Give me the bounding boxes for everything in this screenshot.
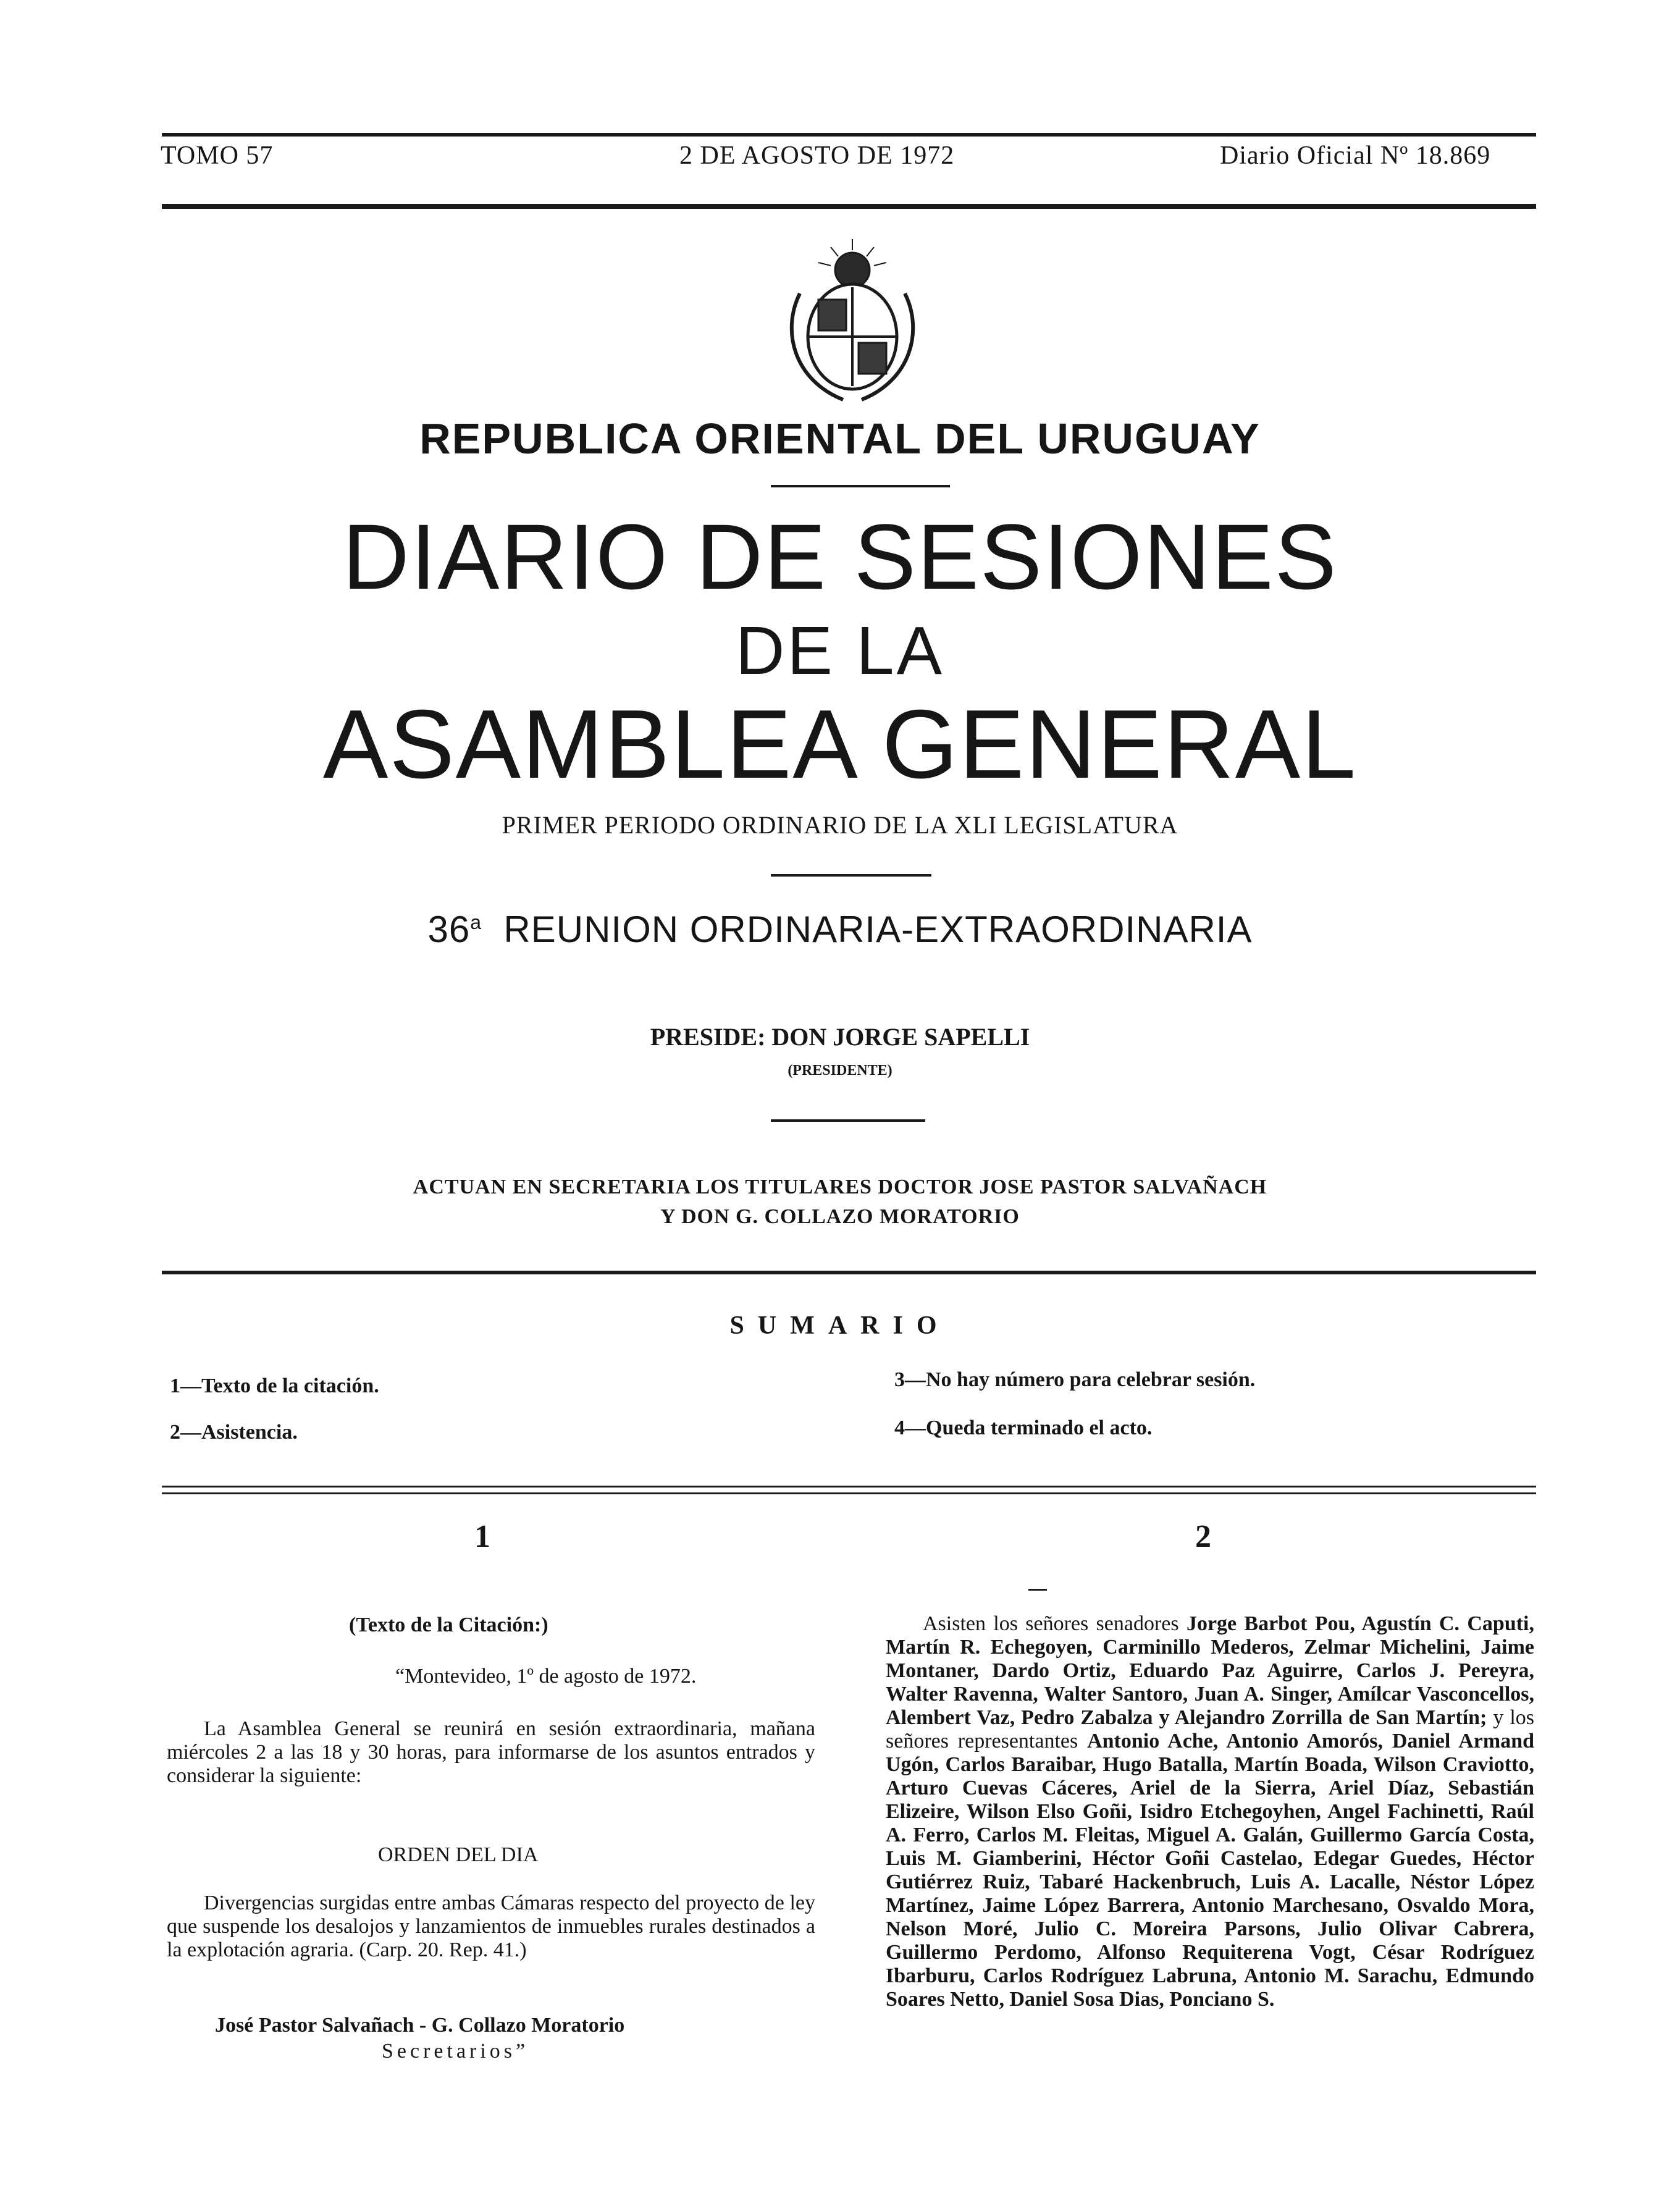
section-number-2: 2 xyxy=(1195,1519,1211,1554)
citation-dateline: “Montevideo, 1º de agosto de 1972. xyxy=(395,1665,697,1688)
coat-of-arms-icon xyxy=(781,238,923,405)
orden-paragraph: Divergencias surgidas entre ambas Cámaras respecto del proyecto de ley que suspende los desalojos y lanzamientos de inmuebles rurales destinados a la explotación agraria. (Carp. 20. Rep. 41.) xyxy=(167,1891,815,1961)
sumario-bottom-rule-2 xyxy=(162,1492,1536,1494)
attendance-senators: Jorge Barbot Pou, Agustín C. Caputi, Martín R. Echegoyen, Carminillo Mederos, Zelmar Michelini, Jaime Montaner, Dardo Ortiz, Eduardo Paz Aguirre, Carlos J. Pereyra, Walter Ravenna, Walter Santoro, Juan A. Singer, Amílcar Vasconcellos, Alembert Vaz, Pedro Zabalza y Alejandro Zorrilla de San Martín; xyxy=(886,1612,1535,1729)
attendance-middle: y los señores representantes xyxy=(886,1706,1535,1753)
title-divider-1 xyxy=(771,485,950,487)
citation-subtitle: (Texto de la Citación:) xyxy=(349,1614,548,1636)
sumario-item-4: 4—Queda terminado el acto. xyxy=(894,1416,1153,1439)
title-divider-2 xyxy=(771,874,931,877)
citation-signers: José Pastor Salvañach - G. Collazo Moratorio xyxy=(215,2014,625,2037)
secretaries-line xyxy=(0,1172,1680,1232)
diario-number: Diario Oficial Nº 18.869 xyxy=(1220,141,1491,170)
legislature-period: PRIMER PERIODO ORDINARIO DE LA XLI LEGISLATURA xyxy=(502,811,1178,839)
attendance-paragraph xyxy=(886,1612,1534,2011)
preside-line: PRESIDE: DON JORGE SAPELLI xyxy=(650,1023,1030,1051)
reunion-title xyxy=(0,908,1680,951)
title-divider-3 xyxy=(771,1119,925,1122)
header-bottom-rule xyxy=(162,204,1536,209)
diario-title: DIARIO DE SESIONES xyxy=(342,505,1338,608)
orden-del-dia-heading: ORDEN DEL DIA xyxy=(378,1843,539,1866)
section-number-1: 1 xyxy=(474,1519,490,1554)
attendance-intro: Asisten los señores senadores xyxy=(923,1612,1179,1635)
asamblea-title: ASAMBLEA GENERAL xyxy=(322,690,1358,799)
attendance-representatives: Antonio Ache, Antonio Amorós, Daniel Armand Ugón, Carlos Baraibar, Hugo Batalla, Martín Boada, Wilson Craviotto, Arturo Cuevas Cáceres, Ariel de la Sierra, Ariel Díaz, Sebastián Elizeire, Wilson Elso Goñi, Isidro Etchegoyhen, Angel Fachinetti, Raúl A. Ferro, Carlos M. Fleitas, Miguel A. Galán, Guillermo García Costa, Luis M. Giamberini, Héctor Goñi Castelao, Edegar Guedes, Héctor Gutiérrez Ruiz, Tabaré Hackenbruch, Luis A. Lacalle, Néstor López Martínez, Jaime López Barrera, Antonio Marchesano, Osvaldo Mora, Nelson Moré, Julio C. Moreira Parsons, Julio Olivar Cabrera, Guillermo Perdomo, Alfonso Requiterena Vogt, César Rodríguez Ibarburu, Carlos Rodríguez Labruna, Antonio M. Sarachu, Edmundo Soares Netto, Daniel Sosa Dias, Ponciano S. xyxy=(886,1730,1535,2011)
sumario-bottom-rule-1 xyxy=(162,1486,1536,1487)
sumario-heading: SUMARIO xyxy=(729,1311,951,1340)
country-title: REPUBLICA ORIENTAL DEL URUGUAY xyxy=(419,414,1261,463)
sumario-item-2: 2—Asistencia. xyxy=(170,1421,298,1444)
reunion-number: 36 xyxy=(427,909,471,950)
secretaries-line-1: ACTUAN EN SECRETARIA LOS TITULARES DOCTOR JOSE PASTOR SALVAÑACH xyxy=(413,1176,1267,1198)
sumario-item-1: 1—Texto de la citación. xyxy=(170,1374,379,1397)
secretaries-line-2: Y DON G. COLLAZO MORATORIO xyxy=(660,1205,1020,1228)
header-top-rule xyxy=(162,133,1536,137)
reunion-superscript: a xyxy=(470,911,482,933)
sumario-item-3: 3—No hay número para celebrar sesión. xyxy=(894,1368,1256,1391)
issue-date: 2 DE AGOSTO DE 1972 xyxy=(679,141,955,170)
citation-paragraph: La Asamblea General se reunirá en sesión extraordinaria, mañana miércoles 2 a las 18 y 30 horas, para informarse de los asuntos entrados y considerar la siguiente: xyxy=(167,1717,815,1787)
column2-dash xyxy=(1028,1589,1047,1591)
tomo-label: TOMO 57 xyxy=(161,141,274,170)
de-la-title: DE LA xyxy=(736,613,944,689)
citation-signers-title: Secretarios” xyxy=(382,2040,529,2063)
reunion-text: REUNION ORDINARIA-EXTRAORDINARIA xyxy=(503,909,1253,950)
presidente-label: (PRESIDENTE) xyxy=(788,1062,892,1079)
sumario-top-rule xyxy=(162,1271,1536,1274)
